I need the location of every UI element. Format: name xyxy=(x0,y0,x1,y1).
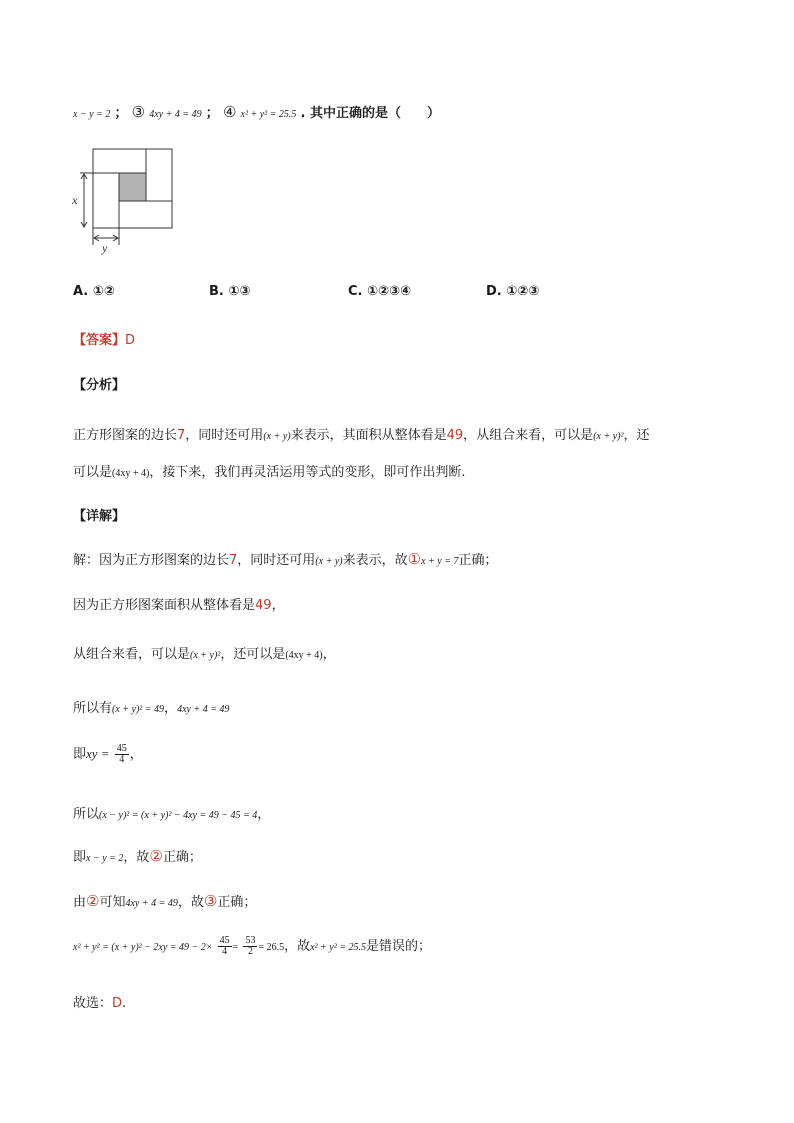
value: 7 xyxy=(229,553,238,568)
shaded-square xyxy=(119,173,146,201)
text: 所以有 xyxy=(73,701,113,716)
x-label: x xyxy=(72,193,78,207)
left-rect xyxy=(93,173,119,228)
text: 所以 xyxy=(73,807,100,822)
detail-line-8 xyxy=(73,891,256,910)
numerator: 45 xyxy=(219,934,230,946)
value: D xyxy=(112,996,123,1011)
detail-line-2 xyxy=(73,594,285,613)
text: 即 xyxy=(73,747,87,762)
math: x − y = 2 xyxy=(86,853,124,864)
separator: ； xyxy=(205,106,219,121)
math: (x + y)² xyxy=(190,650,221,661)
detail-line-9 xyxy=(73,935,431,958)
math: (x + y) xyxy=(263,431,291,442)
detail-line-4 xyxy=(73,697,229,716)
numerator: 53 xyxy=(245,934,256,946)
detail-line-5 xyxy=(73,743,143,766)
statement-4: x² + y² = 25.5 xyxy=(240,109,297,120)
text: 正确； xyxy=(162,850,202,865)
analysis-paragraph-2 xyxy=(73,461,465,480)
text: 是错误的； xyxy=(365,939,431,954)
math: (4xy + 4) xyxy=(112,468,150,479)
square-figure xyxy=(70,145,190,255)
value: 49 xyxy=(446,428,464,443)
statement-3: 4xy + 4 = 49 xyxy=(149,109,202,120)
text: 来表示，其面积从整体看是 xyxy=(290,428,447,443)
text: ，同时还可用 xyxy=(237,553,316,568)
answer-tag: 【答案】 xyxy=(73,333,126,348)
marker-4: ④ xyxy=(222,103,237,121)
fraction xyxy=(115,744,129,766)
marker-2: ② xyxy=(149,847,163,865)
text: 从组合来看，可以是 xyxy=(73,647,191,662)
fraction xyxy=(218,936,232,958)
text: ，还可以是 xyxy=(220,647,286,662)
question-line xyxy=(73,102,440,121)
answer-line xyxy=(73,329,135,348)
detail-line-7 xyxy=(73,846,202,865)
analysis-heading: 【分析】 xyxy=(73,378,126,393)
text: ， xyxy=(257,807,271,822)
option-d[interactable]: D. ①②③ xyxy=(486,284,540,299)
text: ， xyxy=(129,747,143,762)
text: 由 xyxy=(73,895,87,910)
math: x + y = 7 xyxy=(421,556,459,567)
fraction xyxy=(243,936,257,958)
text: ，同时还可用 xyxy=(185,428,264,443)
text: ，故 xyxy=(177,895,204,910)
math: (x + y) xyxy=(315,556,343,567)
text: 因为正方形图案面积从整体看是 xyxy=(73,598,256,613)
math: = xyxy=(232,942,239,953)
analysis-paragraph-1 xyxy=(73,424,650,443)
marker-1: ① xyxy=(407,550,422,568)
math: xy = xyxy=(86,746,110,761)
math: 4xy + 4 = 49 xyxy=(125,898,178,909)
detail-line-10 xyxy=(73,992,126,1011)
text: ，接下来，我们再灵活运用等式的变形，即可作出判断. xyxy=(149,465,466,480)
text: . xyxy=(122,996,127,1011)
math: (4xy + 4) xyxy=(285,650,323,661)
math: x² + y² = (x + y)² − 2xy = 49 − 2× xyxy=(73,942,213,953)
detail-line-6 xyxy=(73,803,270,822)
value: 7 xyxy=(177,428,186,443)
denominator: 4 xyxy=(222,946,228,957)
statement-2-end: x − y = 2 xyxy=(73,109,111,120)
text: 来表示，故 xyxy=(342,553,408,568)
detail-heading: 【详解】 xyxy=(73,509,126,524)
text: 正确； xyxy=(458,553,498,568)
question-tail: . 其中正确的是（ ） xyxy=(300,106,441,121)
marker-3: ③ xyxy=(203,892,218,910)
math: (x − y)² = (x + y)² − 4xy = 49 − 45 = 4 xyxy=(99,810,258,821)
numerator: 45 xyxy=(116,742,127,754)
text: 正确； xyxy=(217,895,257,910)
answer-value: D xyxy=(125,333,136,348)
text: 解：因为正方形图案的边长 xyxy=(73,553,230,568)
text: 即 xyxy=(73,850,87,865)
text: ，故 xyxy=(123,850,150,865)
denominator: 4 xyxy=(119,754,125,765)
denominator: 2 xyxy=(247,946,253,957)
option-b[interactable]: B. ①③ xyxy=(209,284,251,299)
value: 49 xyxy=(255,598,272,613)
option-c[interactable]: C. ①②③④ xyxy=(348,284,412,299)
marker-3: ③ xyxy=(131,103,146,121)
math: 4xy + 4 = 49 xyxy=(177,704,230,715)
separator: ； xyxy=(114,106,128,121)
detail-line-1 xyxy=(73,549,497,568)
text: 故选： xyxy=(73,996,113,1011)
top-rect xyxy=(93,149,146,173)
text: ， xyxy=(271,598,285,613)
option-a[interactable]: A. ①② xyxy=(73,284,115,299)
text: ，从组合来看，可以是 xyxy=(463,428,594,443)
text: 可知 xyxy=(99,895,126,910)
y-label: y xyxy=(102,241,108,255)
text: 可以是 xyxy=(73,465,113,480)
right-rect xyxy=(146,149,172,201)
detail-line-3 xyxy=(73,643,336,662)
text: ，故 xyxy=(284,939,311,954)
math: (x + y)² xyxy=(593,431,624,442)
math: = 26.5 xyxy=(258,942,285,953)
text: ， xyxy=(322,647,336,662)
text: ，还 xyxy=(623,428,650,443)
text: 正方形图案的边长 xyxy=(73,428,178,443)
marker-2: ② xyxy=(86,892,100,910)
bottom-rect xyxy=(119,201,172,228)
text: ， xyxy=(164,701,178,716)
math: (x + y)² = 49 xyxy=(112,704,165,715)
math: x² + y² = 25.5 xyxy=(310,942,366,953)
